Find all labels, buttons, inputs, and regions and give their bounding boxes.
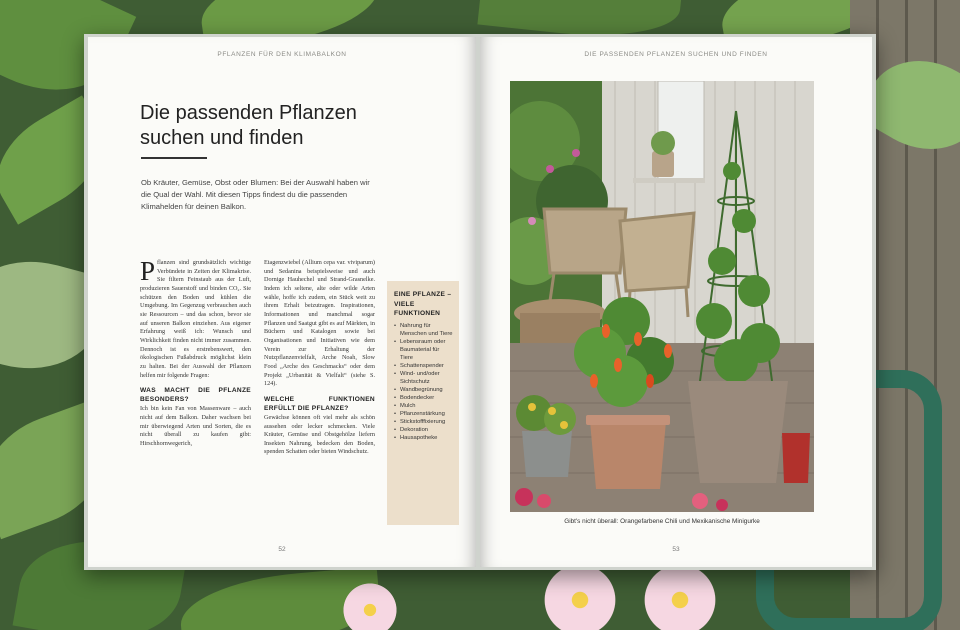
info-box-item: • Pflanzenstärkung [394,410,453,418]
page-number-left: 52 [278,546,286,553]
title-rule [141,157,207,159]
large-planter [688,381,788,483]
info-box-item: • Wandbegrünung [394,386,453,394]
text-column-1 [140,256,251,448]
text-column-2 [264,259,375,457]
right-page [480,37,872,567]
left-page [88,37,476,567]
balcony-photo-illustration [510,81,814,512]
red-watering-can [782,433,810,483]
body-text: Etagenzwiebel (Allium cepa var. viviparum) und Sedanina beispielsweise und auch Dornige Hauhechel und Strand-Grasnelke. Indem ich seltene, alte oder wilde Arten wähle, hoffe ich zudem, ein Stück weit zu ihrem Erhalt beizutragen. Inspirationen, Informationen und manchmal sogar Pflanzen und Saatgut gibt es auf Märkten, in Büchern und Katalogen sowie bei Organisationen und Initiativen wie dem Verein zur Erhaltung der Nutzpflanzenvielfalt, Arche Noah, Slow Food „Arche des Geschmacks“ oder dem Projekt „Urbanität & Vielfalt“ (siehe S. 124). [264,259,375,388]
info-box-item: • Wind- und/oder Sichtschutz [394,370,453,386]
cosmos-flower [640,560,720,630]
cosmos-flower [540,560,620,630]
body-text: flanzen sind grundsätzlich wichtige Verbündete in Zeiten der Klimakrise. Sie filtern Feinstaub aus der Luft, produzieren Sauerstoff und binden CO₂. Sie schützen den Boden und kühlen die Umgebung. Im Gegenzug verbrauchen auch sie Ressourcen – und das schon, bevor sie auf unseren Balkon einziehen. Aus eigener Erfahrung weiß ich: Wunsch und Wirklichkeit finden nicht immer zusammen. Dennoch ist es erstrebenswert, den ökologischen Fußabdruck möglichst klein zu halten. Bei der Auswahl der Pflanzen helfen mir folgende Fragen: [140,259,251,379]
window-sill [633,178,705,183]
running-head-right: DIE PASSENDEN PFLANZEN SUCHEN UND FINDEN [584,51,768,58]
info-box-title: EINE PFLANZE – VIELE FUNKTIONEN [394,291,452,318]
info-box [387,281,459,525]
body-text: Gewächse können oft viel mehr als schön aussehen oder lecker schmecken. Viele Kräuter, Gemüse und Obstgehölze liefern Insekten Nahrung, bedecken den Boden, spenden Schatten oder bieten Windschutz. [264,413,375,456]
small-planter [522,431,572,477]
info-box-item: • Mulch [394,402,453,410]
page-number-right: 53 [672,546,680,553]
chili-pot [590,421,666,489]
running-head-left: PFLANZEN FÜR DEN KLIMABALKON [217,51,347,58]
info-box-list [394,322,453,442]
dropcap: P [140,256,156,286]
info-box-item: • Lebensraum oder Baumaterial für Tiere [394,338,453,362]
open-book [84,34,876,570]
info-box-item: • Stickstofffixierung [394,418,453,426]
info-box-item: • Hausapotheke [394,434,453,442]
intro-paragraph: Ob Kräuter, Gemüse, Obst oder Blumen: Bei der Auswahl haben wir die Qual der Wahl. Mit diesen Tipps findest du die passenden Klimahelden für deinen Balkon. [141,178,370,211]
sill-plant [651,131,675,155]
subheading: WAS MACHT DIE PFLANZE BESONDERS? [140,387,251,404]
info-box-item: • Dekoration [394,426,453,434]
cosmos-flower [340,580,400,630]
page-title: Die passenden Pflanzen suchen und finden [140,102,357,149]
info-box-item: • Schattenspender [394,362,453,370]
subheading: WELCHE FUNKTIONEN ERFÜLLT DIE PFLANZE? [264,395,375,412]
balcony-photo [510,81,814,512]
photo-caption: Gibt's nicht überall: Orangefarbene Chili und Mexikanische Minigurke [564,518,760,525]
info-box-item: • Bodendecker [394,394,453,402]
body-text: Ich bin kein Fan von Massenware – auch nicht auf dem Balkon. Daher wachsen bei mir überwiegend Arten und Sorten, die es nicht überall zu kaufen gibt: Hirschhornwegerich, [140,405,251,447]
info-box-item: • Nahrung für Menschen und Tiere [394,322,453,338]
